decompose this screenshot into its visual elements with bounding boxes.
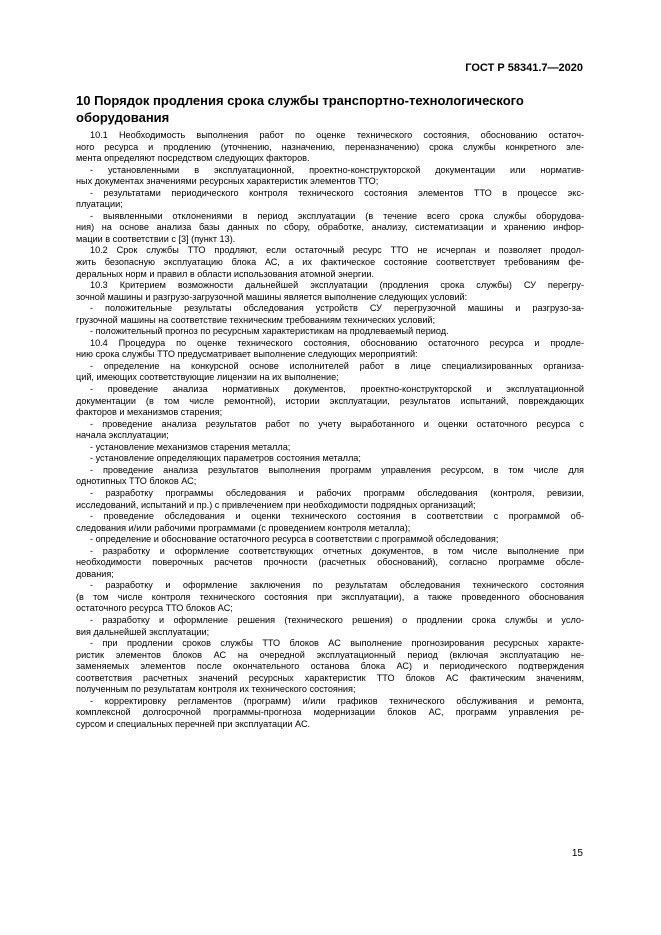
paragraph-line: 10.2 Срок службы ТТО продляют, если остаточный ресурс ТТО не исчерпан и позволяет продол- [90,245,584,256]
paragraph [76,338,584,361]
paragraph [76,511,584,534]
paragraph-line: - установление механизмов старения металла; [90,441,291,452]
paragraph-line: - разработку и оформление решения (технического решения) о продлении срока службы и усло- [90,614,584,625]
paragraph-line: однотипных ТТО блоков АС; [76,476,197,487]
paragraph [76,130,584,165]
page-number: 15 [571,848,583,859]
paragraph-line: - положительный прогноз по ресурсным характеристикам на продлеваемый период. [90,326,449,337]
paragraph-line: сурсом и специальных перечней при эксплуатации АС. [76,718,311,729]
paragraph-line: - положительные результаты обследования устройств СУ перегрузочной машины и разгрузо-за- [90,303,584,314]
paragraph [76,488,584,511]
paragraph-line: ния) на основе анализа базы данных по сбору, обработке, анализу, систематизации и хранению инфор- [76,222,584,233]
section-title-line: 10 Порядок продления срока службы транспортно-технологического [76,93,524,108]
paragraph [76,638,584,696]
paragraph-line: грузочной машины на соответствие техническим требованиям технических условий; [76,314,436,325]
paragraph-line: ристик элементов блоков АС на очередной эксплуатационный период (включая эксплуатацию не- [76,649,584,660]
paragraph-line: 10.3 Критерием возможности дальнейшей эксплуатации (продления срока службы) СУ перегру- [90,280,584,291]
paragraph-line: 10.1 Необходимость выполнения работ по оценке технического состояния, обоснованию остаточ- [90,130,584,140]
paragraph [76,326,584,338]
paragraph [76,303,584,326]
paragraph-line: - разработку и оформление заключения по результатам обследования технического состояния [90,580,584,591]
paragraph [76,465,584,488]
paragraph-line: ного ресурса и продлению (уточнению, назначению, переназначению) срока службы конкретного эле- [76,141,584,152]
paragraph-line: - определение и обоснование остаточного ресурса в соответствии с программой обследования; [90,534,499,545]
paragraph-line: - проведение анализа результатов выполнения программ управления ресурсом, в том числе для [90,464,584,475]
paragraph-line: мации в соответствии с [3] (пункт 13). [76,233,236,244]
paragraph-line: факторов и механизмов старения; [76,407,223,418]
paragraph-line: - разработку программы обследования и рабочих программ обследования (контроля, ревизии, [90,487,584,498]
paragraph [76,165,584,188]
paragraph [76,245,584,280]
paragraph [76,580,584,615]
paragraph-line: мента определяют посредством следующих факторов. [76,153,310,164]
paragraph-line: - корректировку регламентов (программ) и/или графиков технического обслуживания и ремонта, [90,695,584,706]
paragraph [76,453,584,465]
paragraph-line: (в том числе контроля технического состояния при эксплуатации), а также проведенного обоснования [76,591,584,602]
paragraph [76,384,584,419]
paragraph-line: полученным по результатам контроля их технического состояния; [76,684,356,695]
paragraph-line: - при продлении сроков службы ТТО блоков АС выполнение прогнозирования ресурсных характе- [90,638,584,649]
paragraph [76,615,584,638]
paragraph-line: - установленными в эксплуатационной, проектно-конструкторской документации или норматив- [90,164,584,175]
paragraph [76,280,584,303]
paragraph-line: 10.4 Процедура по оценке технического состояния, обоснованию остаточного ресурса и продле- [90,337,584,348]
paragraph [76,442,584,454]
standard-header: ГОСТ Р 58341.7—2020 [465,62,583,74]
paragraph-line: жить безопасную эксплуатацию блока АС, а их фактическое состояние соответствует требованиям фе- [76,257,584,268]
paragraph [76,211,584,246]
paragraph-line: комплексной долгосрочной программы-прогноза модернизации блоков АС, программ управления ре- [76,707,584,718]
paragraph-line: документации (в том числе ремонтной), истории эксплуатации, результатов испытаний, повреждающих [76,395,584,406]
paragraph-line: заменяемых элементов после окончательного останова блока АС) и периодического подтверждения [76,661,584,672]
paragraph [76,546,584,581]
section-title-line: оборудования [76,110,170,125]
paragraph [76,361,584,384]
paragraph-line: - определение на конкурсной основе исполнителей работ в лице специализированных организа- [90,360,584,371]
paragraph-line: деральных норм и правил в области использования атомной энергии. [76,268,374,279]
section-title [76,92,576,126]
paragraph-line: плуатации; [76,199,123,210]
paragraph-line: зочной машины и разгрузо-загрузочной машины является выполнение следующих условий: [76,291,468,302]
paragraph [76,534,584,546]
section-body [76,130,584,730]
paragraph-line: ций, имеющих соответствующие лицензии на их выполнение; [76,372,339,383]
paragraph-line: - проведение обследования и оценки технического состояния в соответствии с программой об- [90,511,584,522]
paragraph-line: необходимости поверочных расчетов прочности (расчетных обоснований), согласно программе обсле- [76,557,584,568]
paragraph-line: нию срока службы ТТО предусматривает выполнение следующих мероприятий: [76,349,418,360]
paragraph-line: - проведение анализа результатов работ по учету выработанного и оценки остаточного ресурса с [90,418,584,429]
paragraph-line: исследований, испытаний и пр.) с привлечением при необходимости подрядных организаций; [76,499,476,510]
paragraph-line: ных документах значениями ресурсных характеристик элементов ТТО; [76,176,379,187]
paragraph-line: соответствия расчетных значений ресурсных характеристик ТТО блоков АС фактическим значениям, [76,672,584,683]
paragraph [76,419,584,442]
paragraph-line: - разработку и оформление соответствующих отчетных документов, в том числе выполнение при [90,545,584,556]
paragraph-line: - выявленными отклонениями в период эксплуатации (в течение всего срока службы оборудова- [90,210,584,221]
paragraph-line: начала эксплуатации; [76,430,169,441]
paragraph-line: вия дальнейшей эксплуатации; [76,626,210,637]
paragraph-line: дования; [76,568,114,579]
paragraph-line: - результатами периодического контроля технического состояния элементов ТТО в процессе экс- [90,187,584,198]
paragraph [76,188,584,211]
paragraph-line: - установление определяющих параметров состояния металла; [90,453,361,464]
paragraph-line: остаточного ресурса ТТО блоков АС; [76,603,233,614]
paragraph [76,696,584,731]
paragraph-line: следования и/или рабочими программами (с проведением контроля металла); [76,522,411,533]
paragraph-line: - проведение анализа нормативных документов, проектно-конструкторской и эксплуатационной [90,384,584,395]
